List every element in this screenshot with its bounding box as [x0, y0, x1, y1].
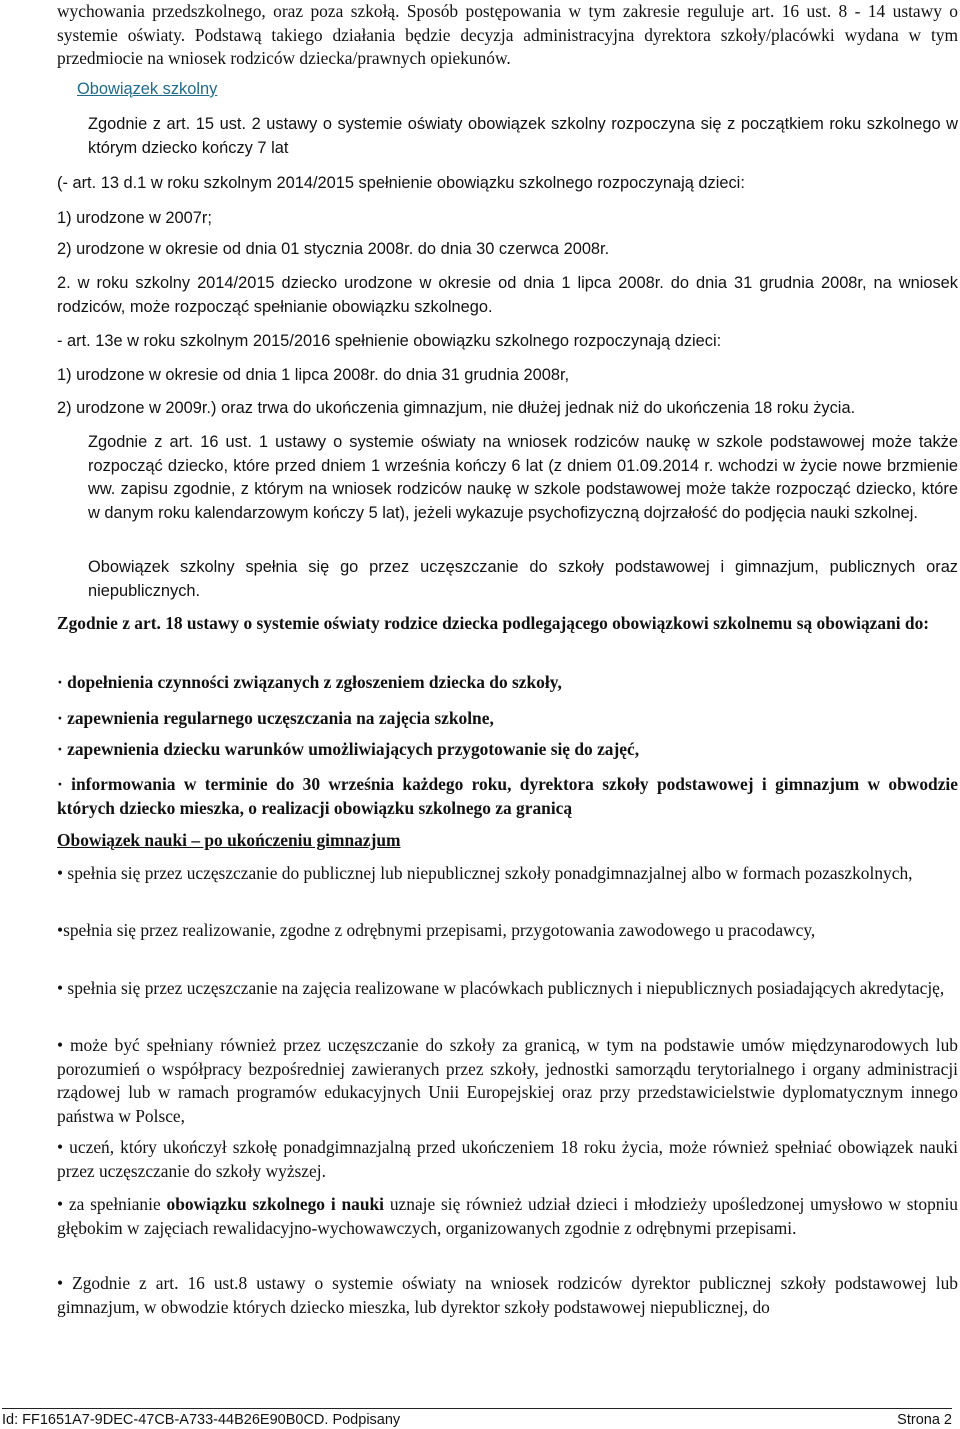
art18-intro: Zgodnie z art. 18 ustawy o systemie oświaty rodzice dziecka podlegającego obowiązkowi szkolnemu są obowiązani do: [57, 613, 930, 633]
nauka-item-6-post: uznaje się również udział dzieci i młodzieży upośledzonej umysłowo w stopniu głębokim w zajęciach rewalidacyjno-wychowawczych, organizowanych zgodnie z odrębnymi przepisami. [57, 1194, 958, 1238]
duty-3: · zapewnienia dziecku warunków umożliwiających przygotowanie się do zajęć, [57, 739, 640, 759]
nauka-item-4: • może być spełniany również przez uczęszczanie do szkoły za granicą, w tym na podstawie umów międzynarodowych lub porozumień o współpracy bezpośredniej zawieranych przez szkoły, jednostki samorządu terytorialnego i organy administracji rządowej lub w ramach programów edukacyjnych Unii Europejskiej oraz przy przedstawicielstwie dyplomatycznym innego państwa w Polsce, [57, 1035, 958, 1126]
bullet-spelnia: Obowiązek szkolny spełnia się go przez uczęszczanie do szkoły podstawowej i gimnazjum, publicznych oraz niepublicznych. [88, 558, 958, 600]
page-footer [2, 1408, 952, 1429]
footer-document-id: Id: FF1651A7-9DEC-47CB-A733-44B26E90B0CD. Podpisany [2, 1412, 401, 1428]
art13-item-2: 2) urodzone w okresie od dnia 01 stycznia 2008r. do dnia 30 czerwca 2008r. [57, 240, 610, 258]
duty-1: · dopełnienia czynności związanych z zgłoszeniem dziecka do szkoły, [57, 672, 562, 692]
bullet-art15-text: Zgodnie z art. 15 ust. 2 ustawy o systemie oświaty obowiązek szkolny rozpoczyna się z początkiem roku szkolnego w którym dziecko kończy 7 lat [88, 115, 958, 157]
heading-obowiazek-nauki: Obowiązek nauki – po ukończeniu gimnazjum [57, 830, 401, 850]
art13e-item-2: 2) urodzone w 2009r.) oraz trwa do ukończenia gimnazjum, nie dłużej jednak niż do ukończenia 18 roku życia. [57, 399, 856, 417]
art13-line: (- art. 13 d.1 w roku szkolnym 2014/2015 spełnienie obowiązku szkolnego rozpoczynają dzieci: [57, 174, 745, 192]
footer-page-number: Strona 2 [897, 1412, 952, 1428]
nauka-item-2: •spełnia się przez realizowanie, zgodne z odrębnymi przepisami, przygotowania zawodowego u pracodawcy, [57, 920, 816, 940]
nauka-item-3: • spełnia się przez uczęszczanie na zajęcia realizowane w placówkach publicznych i niepublicznych posiadających akredytację, [57, 978, 945, 998]
heading-obowiazek-szkolny-text: Obowiązek szkolny [77, 80, 218, 98]
nauka-item-6 [57, 1193, 958, 1240]
nauka-item-7: • Zgodnie z art. 16 ust.8 ustawy o systemie oświaty na wniosek rodziców dyrektor publicznej szkoły podstawowej lub gimnazjum, w obwodzie których dziecko mieszka, lub dyrektor szkoły podstawowej niepublicznej, do [57, 1273, 958, 1317]
heading-obowiazek-szkolny [77, 78, 960, 102]
intro-paragraph: wychowania przedszkolnego, oraz poza szkołą. Sposób postępowania w tym zakresie reguluje art. 16 ust. 8 - 14 ustawy o systemie oświaty. Podstawą takiego działania będzie decyzja administracyjna dyrektora szkoły/placówki wydana w tym przedmiocie na wniosek rodziców dziecka/prawnych opiekunów. [57, 1, 958, 68]
nauka-item-6-bold: obowiązku szkolnego i nauki [166, 1194, 385, 1214]
duty-2: · zapewnienia regularnego uczęszczania na zajęcia szkolne, [57, 708, 494, 728]
duty-4: · informowania w terminie do 30 września każdego roku, dyrektora szkoły podstawowej i gimnazjum w obwodzie których dziecko mieszka, o realizacji obowiązku szkolnego za granicą [57, 774, 958, 818]
art13e-line: - art. 13e w roku szkolnym 2015/2016 spełnienie obowiązku szkolnego rozpoczynają dzieci: [57, 332, 722, 350]
paragraph-2-dot: 2. w roku szkolny 2014/2015 dziecko urodzone w okresie od dnia 1 lipca 2008r. do dnia 31 grudnia 2008r, na wniosek rodziców, może rozpocząć spełnianie obowiązku szkolnego. [57, 274, 958, 316]
nauka-item-1: • spełnia się przez uczęszczanie do publicznej lub niepublicznej szkoły ponadgimnazjalnej albo w formach pozaszkolnych, [57, 863, 913, 883]
nauka-item-5: • uczeń, który ukończył szkołę ponadgimnazjalną przed ukończeniem 18 roku życia, może również spełniać obowiązek nauki przez uczęszczanie do szkoły wyższej. [57, 1137, 958, 1181]
nauka-item-6-pre: • za spełnianie [57, 1194, 167, 1214]
bullet-art15 [88, 113, 958, 160]
art13-item-1: 1) urodzone w 2007r; [57, 209, 212, 227]
bullet-art16: Zgodnie z art. 16 ust. 1 ustawy o systemie oświaty na wniosek rodziców naukę w szkole podstawowej może także rozpocząć dziecko, które przed dniem 1 września kończy 6 lat (z dniem 01.09.2014 r. wchodzi w życie nowe brzmienie ww. zapisu zgodnie, z którym na wniosek rodziców naukę w szkole podstawowej może także rozpocząć dziecko, które w danym roku kalendarzowym kończy 5 lat), jeżeli wykazuje psychofizyczną dojrzałość do podjęcia nauki szkolnej. [88, 433, 958, 522]
art13e-item-1: 1) urodzone w okresie od dnia 1 lipca 2008r. do dnia 31 grudnia 2008r, [57, 366, 570, 384]
